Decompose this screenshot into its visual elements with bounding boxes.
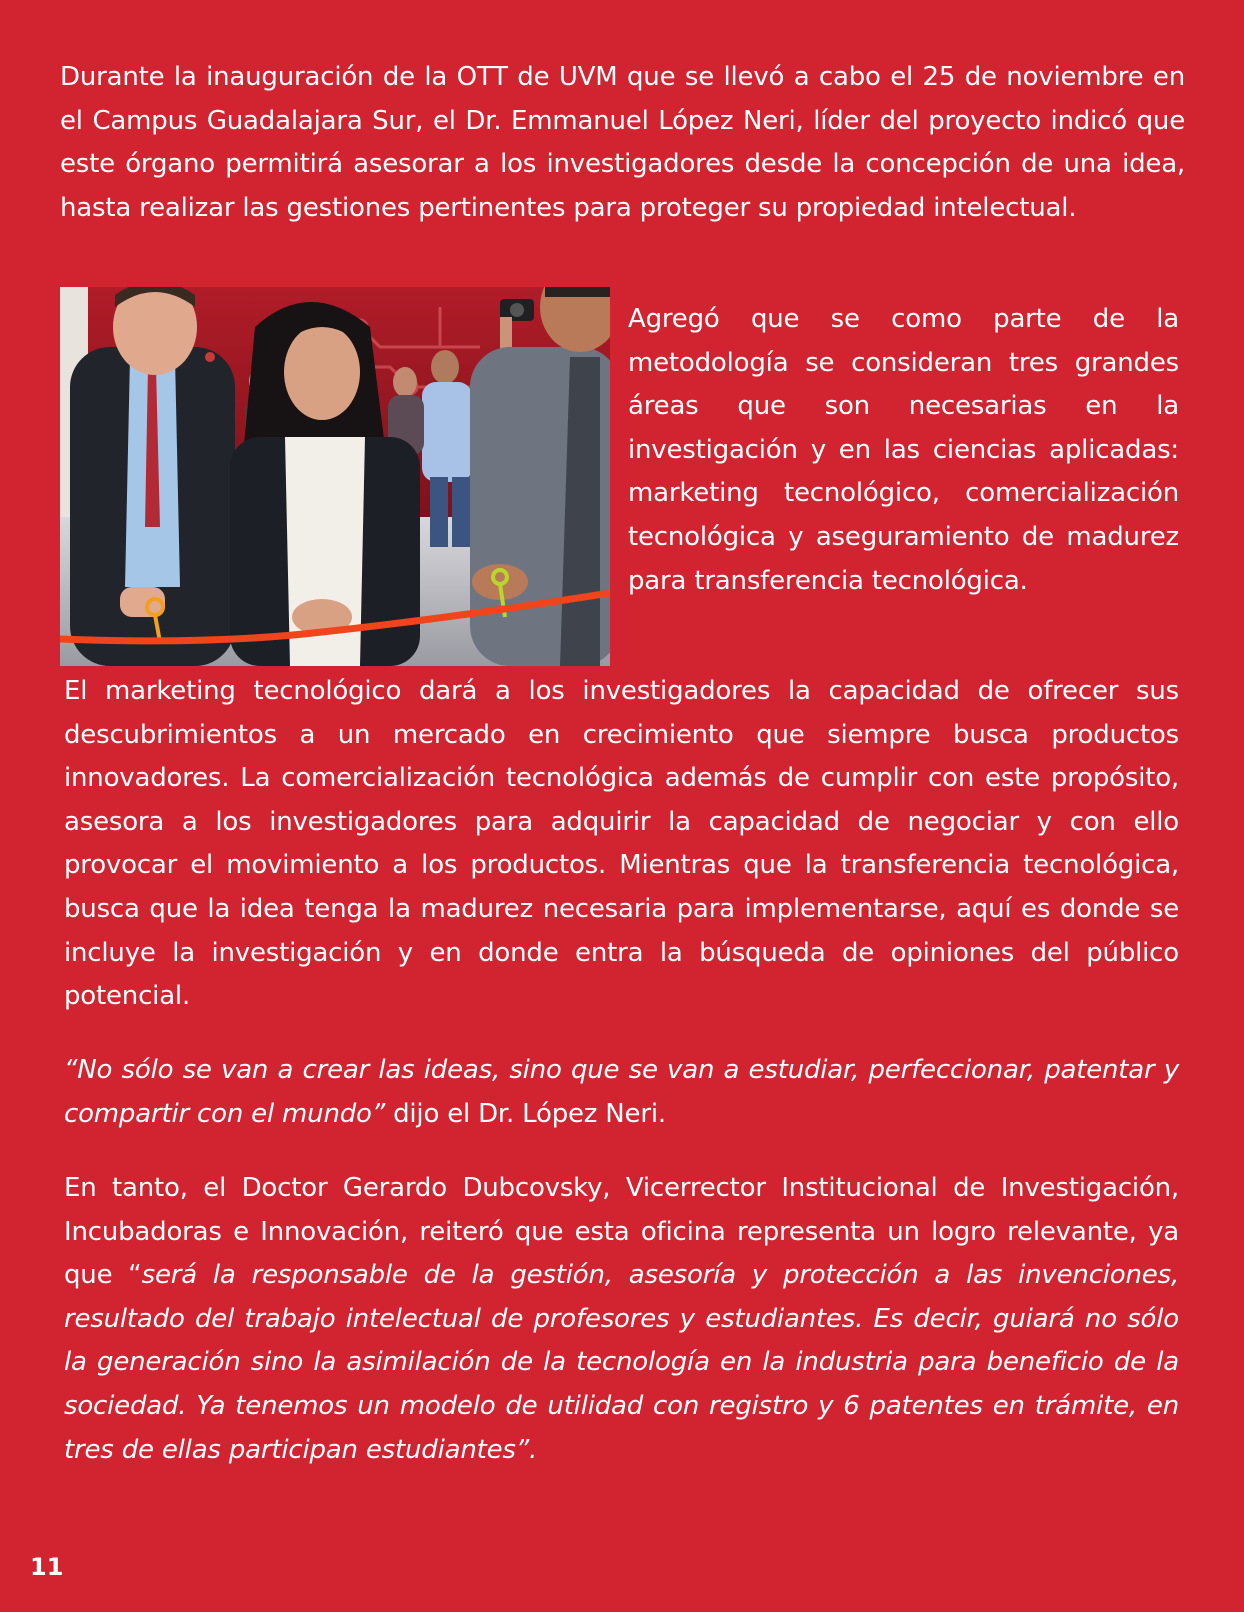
paragraph-dubcovsky xyxy=(64,1167,1179,1472)
dubcovsky-quote: será la responsable de la gestión, asesoría y protección a las invenciones, resultado del trabajo intelectual de profesores y estudiantes. Es decir, guiará no sólo la generación sino la asimilación de la tecnología en la industria para beneficio de la sociedad. Ya tenemos un modelo de utilidad con registro y 6 patentes en trámite, en tres de ellas participan estudiantes”. xyxy=(64,1260,1180,1465)
paragraph-methodology: Agregó que se como parte de la metodología se consideran tres grandes áreas que son necesarias en la investigación y en las ciencias aplicadas: marketing tecnológico, comercialización tecnológica y aseguramiento de madurez para transferencia tecnológica. xyxy=(628,304,1179,596)
page-number: 11 xyxy=(30,1553,64,1581)
quote-attribution: dijo el Dr. López Neri. xyxy=(385,1098,666,1129)
paragraph-quote-lopez-neri xyxy=(64,1049,1179,1136)
quote-text: “No sólo se van a crear las ideas, sino que se van a estudiar, perfeccionar, patentar y compartir con el mundo” xyxy=(64,1055,1179,1129)
dubcovsky-intro: En tanto, el Doctor Gerardo Dubcovsky, Vicerrector Institucional de Investigación, Incubadoras e Innovación, reiteró que esta oficina representa un logro relevante, ya que “ xyxy=(64,1173,1179,1291)
paragraph-intro: Durante la inauguración de la OTT de UVM que se llevó a cabo el 25 de noviembre en el Campus Guadalajara Sur, el Dr. Emmanuel López Neri, líder del proyecto indicó que este órgano permitirá asesorar a los investigadores desde la concepción de una idea, hasta realizar las gestiones pertinentes para proteger su propiedad intelectual. xyxy=(60,62,1185,223)
ribbon-cutting-photo xyxy=(60,287,610,666)
paragraph-marketing: El marketing tecnológico dará a los investigadores la capacidad de ofrecer sus descubrimientos a un mercado en crecimiento que siempre busca productos innovadores. La comercialización tecnológica además de cumplir con este propósito, asesora a los investigadores para adquirir la capacidad de negociar y con ello provocar el movimiento a los productos. Mientras que la transferencia tecnológica, busca que la idea tenga la madurez necesaria para implementarse, aquí es donde se incluye la investigación y en donde entra la búsqueda de opiniones del público potencial. xyxy=(64,676,1179,1012)
